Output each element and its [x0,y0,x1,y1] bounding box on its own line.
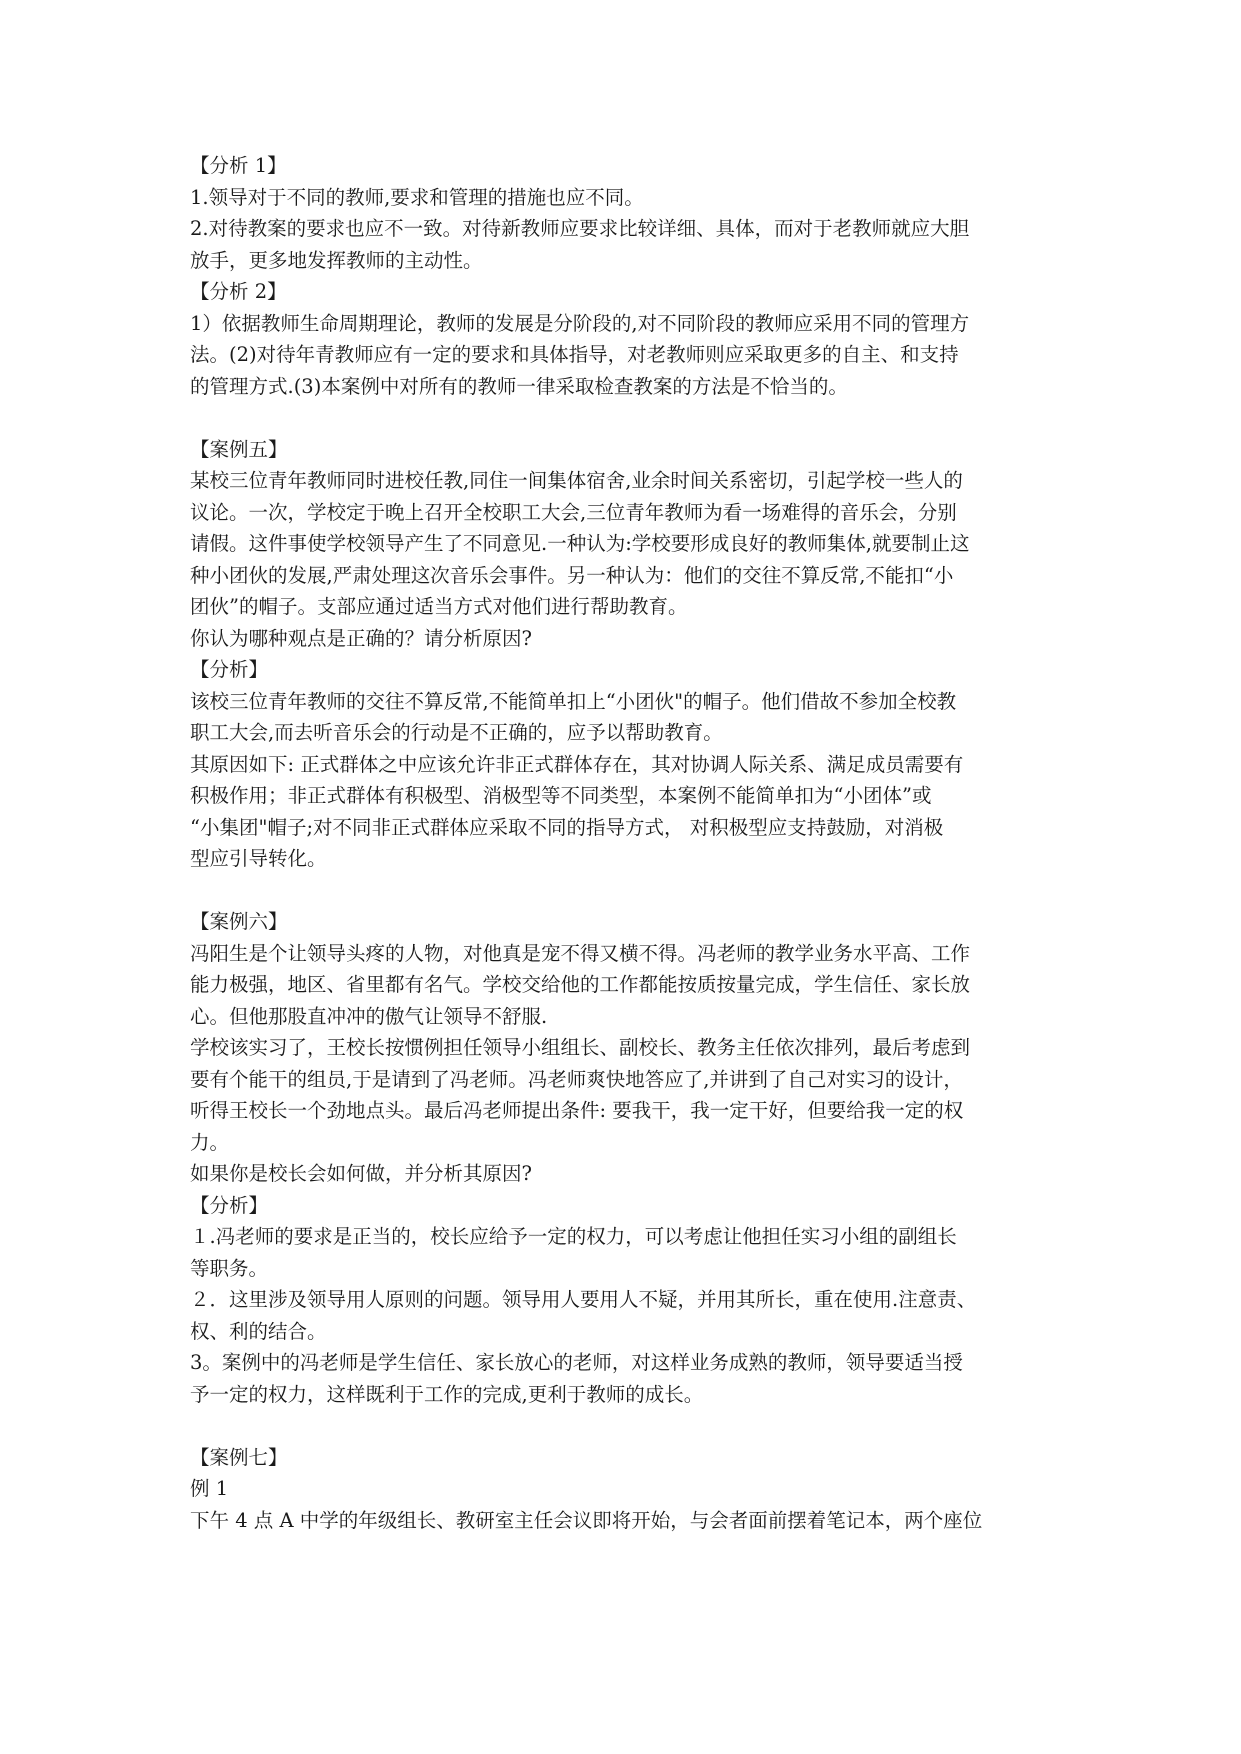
text-line: 要有个能干的组员,于是请到了冯老师。冯老师爽快地答应了,并讲到了自己对实习的设计， [190,1067,963,1091]
text-line: 放手，更多地发挥教师的主动性。 [190,248,483,272]
text-line: 该校三位青年教师的交往不算反常,不能简单扣上“小团伙"的帽子。他们借故不参加全校教 [190,689,957,713]
text-line: 团伙”的帽子。支部应通过适当方式对他们进行帮助教育。 [190,595,688,618]
text-line: 【分析】 [190,658,269,681]
text-line: 学校该实习了，王校长按惯例担任领导小组组长、副校长、教务主任依次排列，最后考虑到 [190,1036,971,1059]
text-line: １.冯老师的要求是正当的，校长应给予一定的权力，可以考虑让他担任实习小组的副组长 [190,1225,957,1248]
text-line: 请假。这件事使学校领导产生了不同意见.一种认为:学校要形成良好的教师集体,就要制止这 [190,532,970,555]
text-line: 某校三位青年教师同时进校任教,同住一间集体宿舍,业余时间关系密切，引起学校一些人的 [190,469,963,492]
text-line: 心。但他那股直冲冲的傲气让领导不舒服. [190,1004,548,1028]
text-line: 的管理方式.(3)本案例中对所有的教师一律采取检查教案的方法是不恰当的。 [190,374,848,398]
text-line: 如果你是校长会如何做，并分析其原因? [190,1162,532,1185]
text-line: 议论。一次，学校定于晚上召开全校职工大会,三位青年教师为看一场难得的音乐会，分别 [190,500,957,524]
text-line: 1.领导对于不同的教师,要求和管理的措施也应不同。 [190,185,644,209]
text-line: 1）依据教师生命周期理论，教师的发展是分阶段的,对不同阶段的教师应采用不同的管理方 [190,311,970,335]
text-line: ２．这里涉及领导用人原则的问题。领导用人要用人不疑，并用其所长，重在使用.注意责、 [190,1288,977,1311]
text-line: 能力极强，地区、省里都有名气。学校交给他的工作都能按质按量完成，学生信任、家长放 [190,973,971,996]
text-line: 听得王校长一个劲地点头。最后冯老师提出条件: 要我干，我一定干好，但要给我一定的权 [190,1099,964,1122]
blank-line [190,402,1056,434]
text-line: 【案例六】 [190,910,288,933]
text-line: 型应引导转化。 [190,847,327,870]
text-line: 2.对待教案的要求也应不一致。对待新教师应要求比较详细、具体，而对于老教师就应大胆 [190,217,970,240]
document-page [190,150,1056,1536]
text-line: 职工大会,而去听音乐会的行动是不正确的，应予以帮助教育。 [190,721,723,744]
text-line: 种小团伙的发展,严肃处理这次音乐会事件。另一种认为：他们的交往不算反常,不能扣“小 [190,563,954,587]
text-line: 3。案例中的冯老师是学生信任、家长放心的老师，对这样业务成熟的教师，领导要适当授 [190,1351,963,1374]
blank-line [190,1410,1056,1442]
text-line: 力。 [190,1130,230,1154]
text-line: 你认为哪种观点是正确的？请分析原因? [190,626,532,650]
text-line: 予一定的权力，这样既利于工作的完成,更利于教师的成长。 [190,1382,704,1406]
text-line: 【分析 1】 [190,154,287,177]
text-line: 权、利的结合。 [190,1319,327,1343]
text-line: 例 1 [190,1477,229,1500]
text-line: 【案例七】 [190,1445,288,1469]
text-line: 【分析】 [190,1193,269,1217]
text-line: 等职务。 [190,1256,269,1280]
blank-line [190,875,1056,907]
text-line: 下午 4 点 A 中学的年级组长、教研室主任会议即将开始，与会者面前摆着笔记本，两个座位 [190,1508,983,1532]
text-line: 冯阳生是个让领导头疼的人物，对他真是宠不得又横不得。冯老师的教学业务水平高、工作 [190,941,971,965]
text-line: 【分析 2】 [190,280,287,303]
text-line: 积极作用；非正式群体有积极型、消极型等不同类型，本案例不能简单扣为“小团体”或 [190,784,932,807]
text-line: 【案例五】 [190,437,288,461]
text-line: 法。(2)对待年青教师应有一定的要求和具体指导，对老教师则应采取更多的自主、和支持 [190,343,959,366]
text-line: “小集团"帽子;对不同非正式群体应采取不同的指导方式， 对积极型应支持鼓励，对消极 [190,815,944,839]
text-line: 其原因如下: 正式群体之中应该允许非正式群体存在，其对协调人际关系、满足成员需要有 [190,752,964,776]
